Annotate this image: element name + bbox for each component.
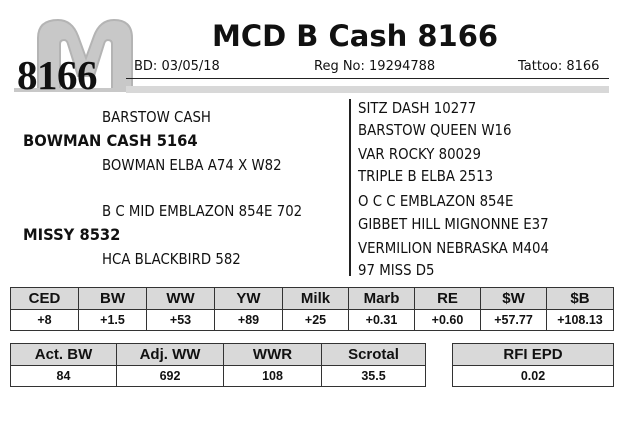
epd-value-marb: +0.31 — [349, 310, 415, 331]
ancestor-1: SITZ DASH 10277 — [358, 99, 477, 117]
epd-value-milk: +25 — [283, 310, 349, 331]
actuals-header-act-bw: Act. BW — [11, 344, 117, 366]
epd-value-dollar-w: +57.77 — [481, 310, 547, 331]
actuals-value-row — [11, 366, 426, 387]
sire-sire: BARSTOW CASH — [102, 108, 211, 126]
registration-number: Reg No: 19294788 — [314, 59, 436, 74]
actuals-header-scrotal: Scrotal — [322, 344, 426, 366]
header-divider-bar — [126, 86, 609, 93]
epd-table — [10, 287, 614, 331]
epd-value-dollar-b: +108.13 — [547, 310, 614, 331]
actuals-table — [10, 343, 426, 387]
epd-header-row — [11, 288, 614, 310]
epd-header-bw: BW — [79, 288, 147, 310]
dam: MISSY 8532 — [23, 225, 121, 244]
epd-value-ww: +53 — [147, 310, 215, 331]
rfi-header: RFI EPD — [453, 344, 614, 366]
epd-header-milk: Milk — [283, 288, 349, 310]
pedigree-divider — [349, 99, 351, 276]
epd-header-yw: YW — [215, 288, 283, 310]
actuals-header-wwr: WWR — [224, 344, 322, 366]
ancestor-8: 97 MISS D5 — [358, 261, 435, 279]
epd-header-ww: WW — [147, 288, 215, 310]
epd-value-bw: +1.5 — [79, 310, 147, 331]
sire: BOWMAN CASH 5164 — [23, 131, 198, 150]
rfi-header-row — [453, 344, 614, 366]
ancestor-6: GIBBET HILL MIGNONNE E37 — [358, 215, 549, 233]
dam-sire: B C MID EMBLAZON 854E 702 — [102, 202, 303, 220]
rfi-value: 0.02 — [453, 366, 614, 387]
epd-value-ced: +8 — [11, 310, 79, 331]
epd-value-yw: +89 — [215, 310, 283, 331]
epd-header-re: RE — [415, 288, 481, 310]
epd-header-dollar-b: $B — [547, 288, 614, 310]
actuals-header-row — [11, 344, 426, 366]
tattoo: Tattoo: 8166 — [518, 59, 600, 74]
birth-date: BD: 03/05/18 — [134, 59, 220, 74]
epd-value-row — [11, 310, 614, 331]
epd-header-dollar-w: $W — [481, 288, 547, 310]
dam-dam: HCA BLACKBIRD 582 — [102, 250, 241, 268]
ancestor-7: VERMILION NEBRASKA M404 — [358, 239, 549, 257]
epd-header-marb: Marb — [349, 288, 415, 310]
registration-info-line — [126, 56, 609, 79]
actuals-value-wwr: 108 — [224, 366, 322, 387]
rfi-value-row — [453, 366, 614, 387]
epd-value-re: +0.60 — [415, 310, 481, 331]
ancestor-5: O C C EMBLAZON 854E — [358, 192, 514, 210]
animal-name-title: MCD B Cash 8166 — [212, 19, 499, 53]
actuals-value-act-bw: 84 — [11, 366, 117, 387]
ancestor-2: BARSTOW QUEEN W16 — [358, 121, 512, 139]
rfi-epd-table — [452, 343, 614, 387]
actuals-header-adj-ww: Adj. WW — [117, 344, 224, 366]
lot-number: 8166 — [17, 52, 97, 98]
actuals-value-scrotal: 35.5 — [322, 366, 426, 387]
sire-dam: BOWMAN ELBA A74 X W82 — [102, 156, 282, 174]
ancestor-3: VAR ROCKY 80029 — [358, 145, 482, 163]
actuals-value-adj-ww: 692 — [117, 366, 224, 387]
epd-header-ced: CED — [11, 288, 79, 310]
ancestor-4: TRIPLE B ELBA 2513 — [358, 167, 494, 185]
